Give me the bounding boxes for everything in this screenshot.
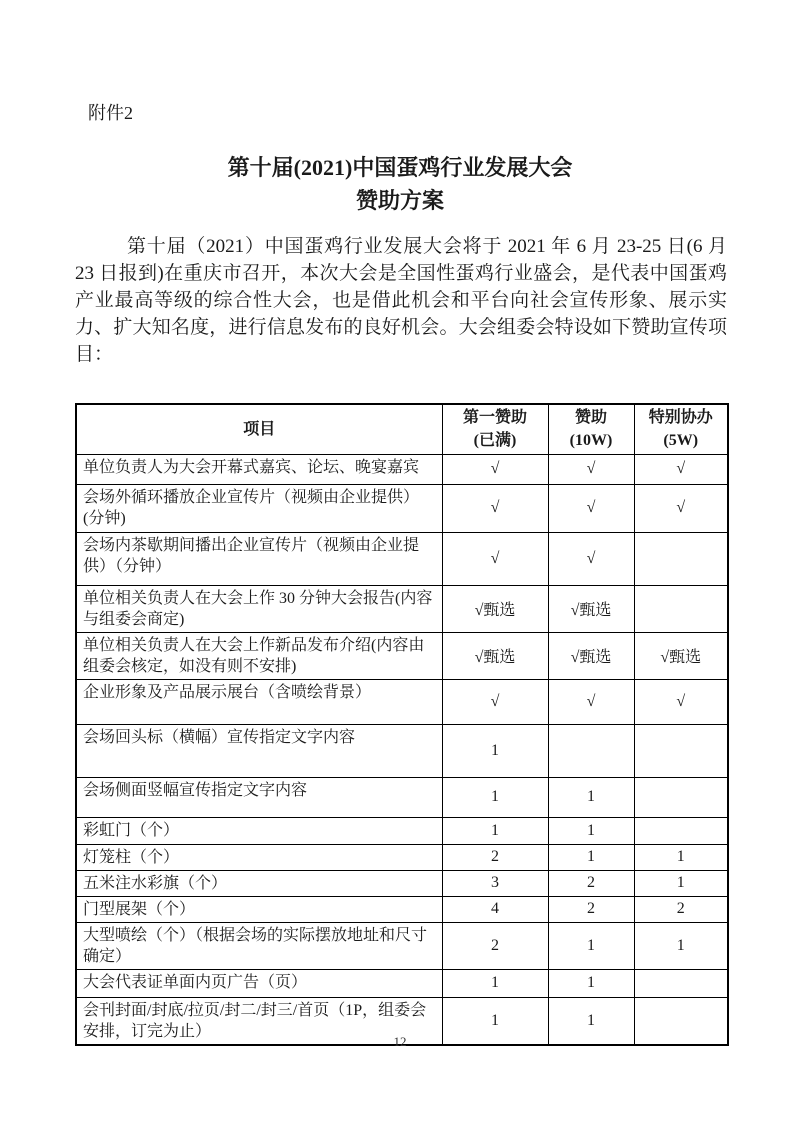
value-cell-first-sponsor: 3	[442, 870, 548, 896]
value-cell-sponsor: 2	[548, 870, 634, 896]
value-cell-first-sponsor: 1	[442, 969, 548, 997]
value-cell-special: 1	[634, 870, 728, 896]
table-row	[76, 454, 728, 484]
item-cell: 企业形象及产品展示展台（含喷绘背景）	[76, 679, 442, 724]
document-title-line2: 赞助方案	[355, 188, 444, 213]
value-cell-special	[634, 969, 728, 997]
value-cell-special	[634, 817, 728, 844]
value-cell-sponsor: 1	[548, 969, 634, 997]
table-row	[76, 922, 728, 969]
value-cell-sponsor: 1	[548, 922, 634, 969]
item-cell: 会场内茶歇期间播出企业宣传片（视频由企业提供）（分钟）	[76, 532, 442, 585]
value-cell-sponsor: 1	[548, 817, 634, 844]
header-cell-special: 特别协办 (5W)	[634, 404, 728, 454]
value-cell-first-sponsor: √甄选	[442, 585, 548, 632]
table-row	[76, 777, 728, 817]
table-row	[76, 870, 728, 896]
value-cell-first-sponsor: 1	[442, 724, 548, 777]
sponsorship-table	[75, 403, 729, 1046]
table-row	[76, 724, 728, 777]
value-cell-first-sponsor: 4	[442, 896, 548, 922]
table-row	[76, 817, 728, 844]
value-cell-first-sponsor: 1	[442, 817, 548, 844]
value-cell-sponsor: √	[548, 454, 634, 484]
item-cell: 会场外循环播放企业宣传片（视频由企业提供）(分钟)	[76, 484, 442, 532]
value-cell-first-sponsor: 2	[442, 922, 548, 969]
value-cell-sponsor: √	[548, 484, 634, 532]
item-cell: 会场侧面竖幅宣传指定文字内容	[76, 777, 442, 817]
value-cell-special	[634, 724, 728, 777]
value-cell-sponsor: √甄选	[548, 632, 634, 679]
attachment-label: 附件2	[88, 103, 133, 123]
value-cell-special	[634, 585, 728, 632]
item-cell: 单位相关负责人在大会上作 30 分钟大会报告(内容与组委会商定)	[76, 585, 442, 632]
table-row	[76, 844, 728, 870]
value-cell-special	[634, 777, 728, 817]
document-title-line1: 第十届(2021)中国蛋鸡行业发展大会	[227, 155, 573, 180]
value-cell-first-sponsor: √	[442, 484, 548, 532]
value-cell-special: √	[634, 484, 728, 532]
value-cell-sponsor: √甄选	[548, 585, 634, 632]
value-cell-first-sponsor: 2	[442, 844, 548, 870]
value-cell-first-sponsor: 1	[442, 997, 548, 1045]
table-row	[76, 484, 728, 532]
table-header	[76, 404, 728, 454]
value-cell-first-sponsor: 1	[442, 777, 548, 817]
table-row	[76, 585, 728, 632]
table-row	[76, 969, 728, 997]
table-row	[76, 632, 728, 679]
item-cell: 会场回头标（横幅）宣传指定文字内容	[76, 724, 442, 777]
table-row	[76, 679, 728, 724]
value-cell-sponsor: 1	[548, 997, 634, 1045]
value-cell-special	[634, 532, 728, 585]
table-row	[76, 532, 728, 585]
value-cell-sponsor: √	[548, 532, 634, 585]
value-cell-sponsor	[548, 724, 634, 777]
item-cell: 大型喷绘（个）（根据会场的实际摆放地址和尺寸确定）	[76, 922, 442, 969]
item-cell: 门型展架（个）	[76, 896, 442, 922]
table-body	[76, 454, 728, 1045]
value-cell-first-sponsor: √甄选	[442, 632, 548, 679]
value-cell-sponsor: 1	[548, 844, 634, 870]
table-header-row	[76, 404, 728, 454]
value-cell-special: 2	[634, 896, 728, 922]
item-cell: 会刊封面/封底/拉页/封二/封三/首页（1P，组委会安排，订完为止）	[76, 997, 442, 1045]
value-cell-sponsor: 1	[548, 777, 634, 817]
value-cell-special: √	[634, 679, 728, 724]
value-cell-first-sponsor: √	[442, 532, 548, 585]
table-row	[76, 896, 728, 922]
item-cell: 单位相关负责人在大会上作新品发布介绍(内容由组委会核定，如没有则不安排)	[76, 632, 442, 679]
intro-paragraph: 第十届（2021）中国蛋鸡行业发展大会将于 2021 年 6 月 23-25 日(6 月 23 日报到)在重庆市召开，本次大会是全国性蛋鸡行业盛会，是代表中国蛋鸡产业最高等级的综合性大会，也是借此机会和平台向社会宣传形象、展示实力、扩大知名度，进行信息发布的良好机会。大会组委会特设如下赞助宣传项目：	[75, 236, 727, 365]
value-cell-first-sponsor: √	[442, 454, 548, 484]
value-cell-special: √	[634, 454, 728, 484]
item-cell: 灯笼柱（个）	[76, 844, 442, 870]
item-cell: 五米注水彩旗（个）	[76, 870, 442, 896]
value-cell-sponsor: 2	[548, 896, 634, 922]
value-cell-special: 1	[634, 844, 728, 870]
item-cell: 单位负责人为大会开幕式嘉宾、论坛、晚宴嘉宾	[76, 454, 442, 484]
header-cell-item: 项目	[76, 404, 442, 454]
value-cell-special: 1	[634, 922, 728, 969]
value-cell-special: √甄选	[634, 632, 728, 679]
page-number: 12	[393, 1034, 407, 1049]
value-cell-first-sponsor: √	[442, 679, 548, 724]
item-cell: 彩虹门（个）	[76, 817, 442, 844]
item-cell: 大会代表证单面内页广告（页）	[76, 969, 442, 997]
header-cell-first-sponsor: 第一赞助 (已满)	[442, 404, 548, 454]
header-cell-sponsor: 赞助 (10W)	[548, 404, 634, 454]
document-title	[0, 151, 800, 217]
value-cell-sponsor: √	[548, 679, 634, 724]
